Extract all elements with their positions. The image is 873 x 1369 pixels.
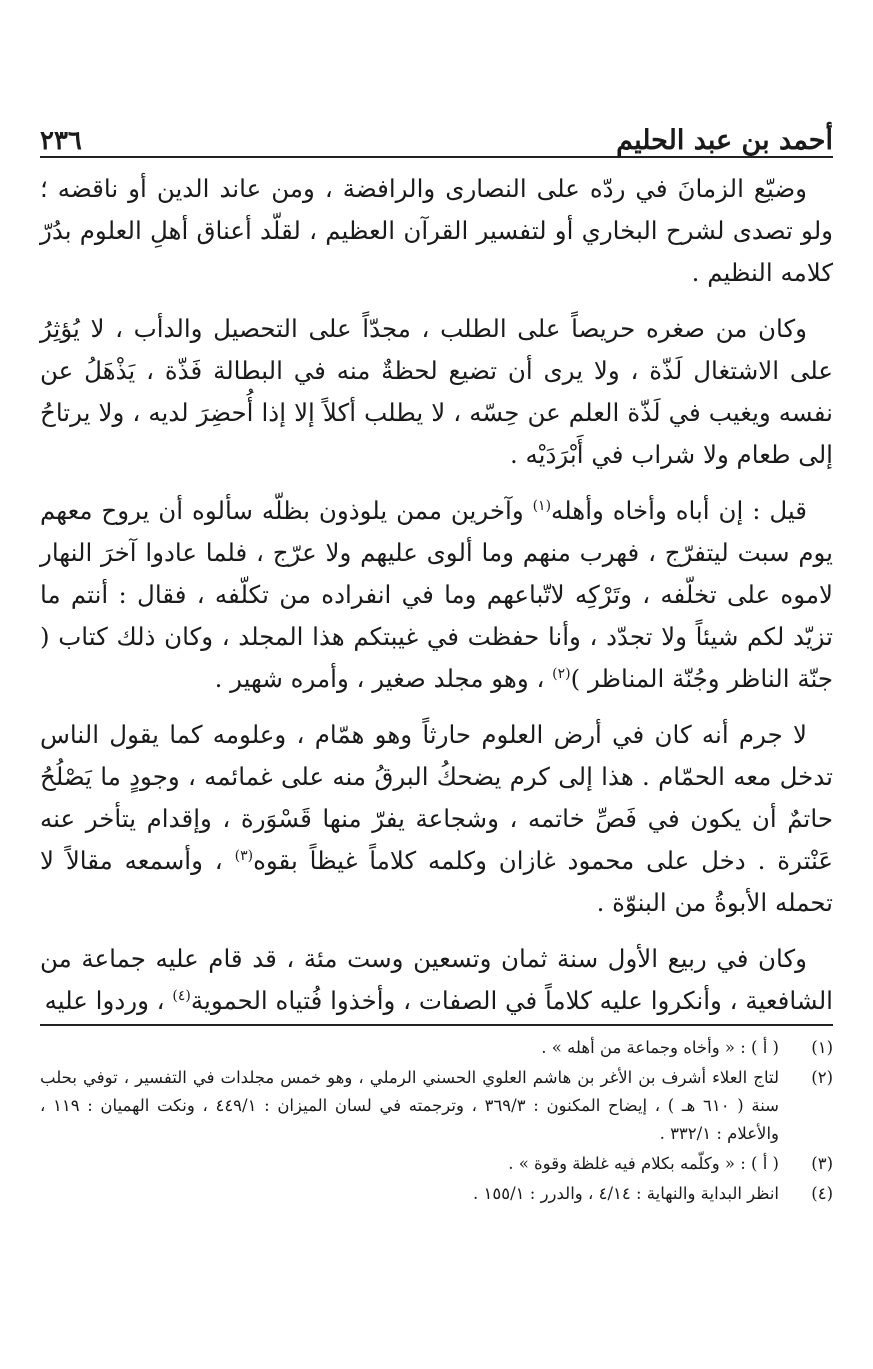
footnote (40, 1150, 833, 1178)
main-text (40, 168, 833, 1036)
footnote-reference: (١) (532, 497, 552, 514)
footnote-rule (40, 1024, 833, 1026)
text-run: وكان في ربيع الأول سنة ثمان وتسعين وست مئة ، قد قام عليه جماعة من الشافعية ، وأنكروا عليه كلاماً في الصفات ، وأخذوا فُتياه الحموية (40, 944, 833, 1015)
footnote-number: (١) (811, 1038, 833, 1057)
footnote-text: لتاج العلاء أشرف بن الأغر بن هاشم العلوي الحسني الرملي ، وهو خمس مجلدات في التفسير ، توفي بحلب سنة ( ٦١٠ هـ ) ، إيضاح المكنون : ٣٦٩/٣ ، وترجمته في لسان الميزان : ٤٤٩/١ ، ونكت الهميان : ١١٩ ، والأعلام : ٣٣٢/١ . (40, 1068, 780, 1143)
page-number: ٢٣٦ (40, 126, 82, 156)
footnote (40, 1064, 833, 1148)
text-run: ، وأسمعه مقالاً لا تحمله الأبوةُ من البنوّة . (40, 846, 833, 917)
text-run: وضيّع الزمانَ في ردّه على النصارى والرافضة ، ومن عاند الدين أو ناقضه ؛ ولو تصدى لشرح البخاري أو لتفسير القرآن العظيم ، لقلّد أعناق أهلِ العلوم بدُرّ كلامه النظيم . (40, 174, 833, 287)
running-title: أحمد بن عبد الحليم (616, 125, 833, 156)
text-run: وكان من صغره حريصاً على الطلب ، مجدّاً على التحصيل والدأب ، لا يُؤثِرُ على الاشتغال لَذّة ، ولا يرى أن تضيع لحظةٌ منه في البطالة فَذّة ، يَذْهَلُ عن نفسه ويغيب في لَذّة العلم عن حِسّه ، لا يطلب أكلاً إلا إذا أُحضِرَ لديه ، ولا يرتاحُ إلى طعام ولا شراب في أَبْرَدَيْه . (40, 314, 833, 469)
footnote-text: ( أ ) : « وكلّمه بكلام فيه غلظة وقوة » . (508, 1154, 779, 1173)
header-rule (40, 156, 833, 158)
paragraph (40, 168, 833, 294)
footnote-reference: (٣) (234, 847, 254, 864)
footnote-number: (٢) (811, 1068, 833, 1087)
footnote-reference: (٢) (552, 665, 571, 682)
text-run: قيل : إن أباه وأخاه وأهله (551, 496, 807, 525)
footnote (40, 1180, 833, 1208)
paragraph (40, 714, 833, 924)
footnote-text: انظر البداية والنهاية : ٤/١٤ ، والدرر : ١٥٥/١ . (473, 1184, 779, 1203)
text-run: لا جرم أنه كان في أرض العلوم حارثاً وهو همّام ، وعلومه كما يقول الناس تدخل معه الحمّام . هذا إلى كرم يضحكُ البرقُ منه على غمائمه ، وجودٍ ما يَصْلُحُ حاتمٌ أن يكون في فَصِّ خاتمه ، وشجاعة يفرّ منها قَسْوَرة ، وإقدام يتأخر عنه عَنْترة . دخل على محمود غازان وكلمه كلاماً غيظاً بقوه (40, 720, 833, 875)
footnotes (40, 1034, 833, 1210)
footnote-number: (٤) (811, 1184, 833, 1203)
footnote-number: (٣) (811, 1154, 833, 1173)
running-header (40, 112, 833, 156)
footnote-text: ( أ ) : « وأخاه وجماعة من أهله » . (541, 1038, 779, 1057)
paragraph (40, 308, 833, 476)
footnote-reference: (٤) (172, 987, 191, 1004)
text-run: ، وهو مجلد صغير ، وأمره شهير . (214, 664, 553, 693)
text-run: وآخرين ممن يلوذون بظلّه سألوه أن يروح معهم يوم سبت ليتفرّج ، فهرب منهم وما ألوى عليهم ولا عرّج ، فلما عادوا آخرَ النهار لاموه على تخلّفه ، وتَرْكِه لاتّباعهم وما في انفراده من تكلّفه ، فقال : أنتم ما تزيّد لكم شيئاً ولا تجدّد ، وأنا حفظت في غيبتكم هذا المجلد ، وكان ذلك كتاب ( جنّة الناظر وجُنّة المناظر ) (40, 496, 833, 693)
text-run: ، وردوا عليه (44, 986, 173, 1015)
footnote (40, 1034, 833, 1062)
paragraph (40, 938, 833, 1022)
paragraph (40, 490, 833, 700)
